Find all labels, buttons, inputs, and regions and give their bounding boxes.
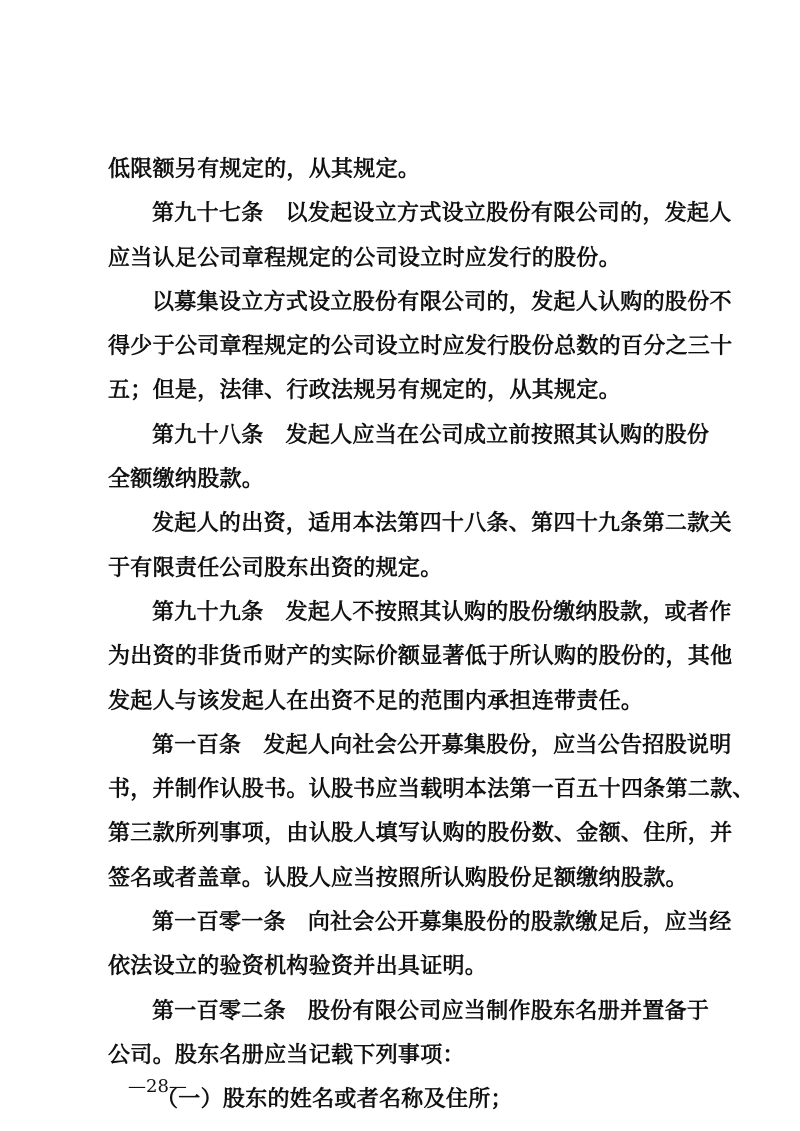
article-heading: 第九十八条 [152,422,264,448]
article-heading: 第九十七条 [152,201,264,227]
text-line: 为出资的非货币财产的实际价额显著低于所认购的股份的，其他 [108,644,733,670]
article-101-line: 第一百零一条 向社会公开募集股份的股款缴足后，应当经 [152,910,732,936]
text-line: 应当认足公司章程规定的公司设立时应发行的股份。 [108,245,621,271]
text-line: 全额缴纳股款。 [108,467,265,493]
text-line: 五；但是，法律、行政法规另有规定的，从其规定。 [108,378,621,404]
article-102-line: 第一百零二条 股份有限公司应当制作股东名册并置备于 [152,998,710,1024]
text-line: 依法设立的验资机构验资并出具证明。 [108,954,488,980]
text-line: 书，并制作认股书。认股书应当载明本法第一百五十四条第二款、 [108,777,755,803]
article-100-line: 第一百条 发起人向社会公开募集股份，应当公告招股说明 [152,732,732,758]
paragraph-start-line: 发起人的出资，适用本法第四十八条、第四十九条第二款关 [152,511,732,537]
text-line: 发起人与该发起人在出资不足的范围内承担连带责任。 [108,688,644,714]
text-line: 得少于公司章程规定的公司设立时应发行股份总数的百分之三十 [108,334,733,360]
article-97-line: 第九十七条 以发起设立方式设立股份有限公司的，发起人 [152,201,732,227]
text-line: 第三款所列事项，由认股人填写认购的股份数、金额、住所，并 [108,821,733,847]
text-line: 公司。股东名册应当记载下列事项： [108,1042,465,1068]
article-heading: 第一百条 [152,732,242,758]
article-heading: 第一百零二条 [152,998,286,1024]
text-line: 签名或者盖章。认股人应当按照所认购股份足额缴纳股款。 [108,865,688,891]
article-99-line: 第九十九条 发起人不按照其认购的股份缴纳股款，或者作 [152,599,732,625]
text-line: 低限额另有规定的，从其规定。 [108,157,421,182]
paragraph-start-line: 以募集设立方式设立股份有限公司的，发起人认购的股份不 [152,289,732,315]
page-number: —28— [128,1076,187,1097]
article-98-line: 第九十八条 发起人应当在公司成立前按照其认购的股份 [152,422,710,448]
article-heading: 第九十九条 [152,599,264,625]
list-item: （一）股东的姓名或者名称及住所； [156,1087,513,1113]
text-line: 于有限责任公司股东出资的规定。 [108,555,443,581]
document-body [108,148,755,1123]
article-heading: 第一百零一条 [152,910,286,936]
